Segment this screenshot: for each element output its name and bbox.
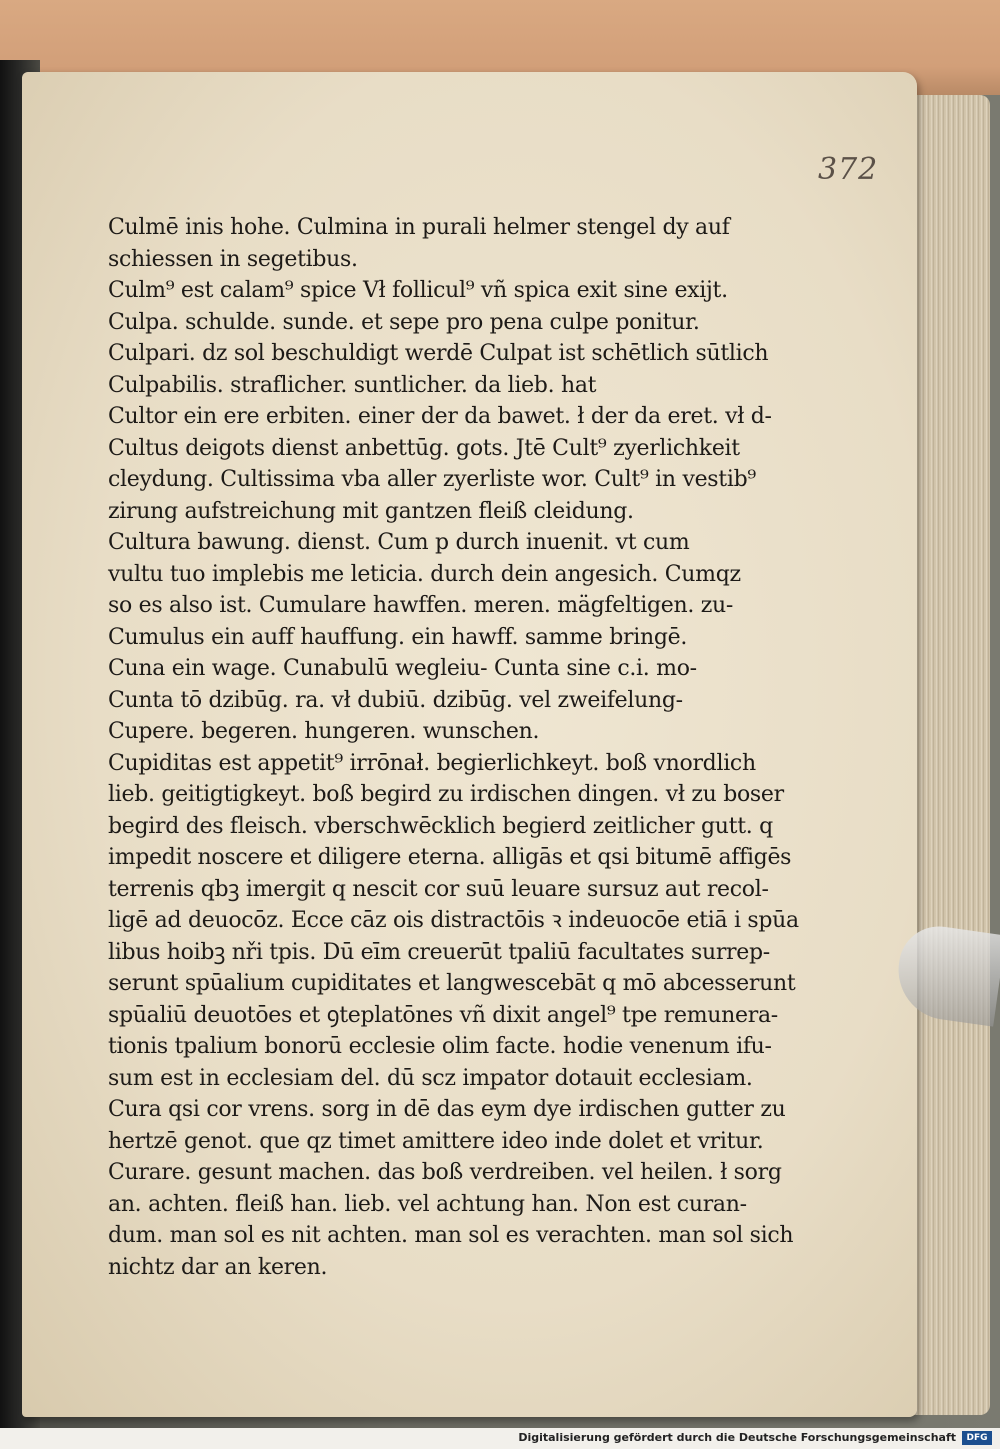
text-line: sum est in ecclesiam del. dū scz impator dotauit ecclesiam. [108,1065,753,1091]
text-line: Culpa. schulde. sunde. et sepe pro pena culpe ponitur. [108,309,700,335]
text-line: dum. man sol es nit achten. man sol es verachten. man sol sich [108,1223,794,1248]
text-line: impedit noscere et diligere eterna. alligās et qsi bitumē affigēs [108,845,792,870]
text-line: Culpari. dz sol beschuldigt werdē Culpat ist schētlich sūtlich [108,341,769,366]
text-block [108,212,828,1283]
text-line: Cumulus ein auff hauffung. ein hawff. samme bringē. [108,624,688,650]
text-line: an. achten. fleiß han. lieb. vel achtung han. Non est curan- [108,1191,747,1217]
text-line: Culpabilis. straflicher. suntlicher. da lieb. hat [108,372,597,398]
text-line: spūaliū deuotōes et ꝯteplatōnes vñ dixit angel⁹ tpe remunera- [108,1002,778,1028]
text-line: tionis tpalium bonorū ecclesie olim facte. hodie venenum ifu- [108,1034,772,1059]
text-line: Cupiditas est appetit⁹ irrōnał. begierlichkeyt. boß vnordlich [108,750,756,776]
text-line: terrenis qbꝫ imergit q nescit cor suū leuare sursuz aut recol- [108,876,769,902]
text-line: begird des fleisch. vberschwēcklich begierd zeitlicher gutt. q [108,813,773,839]
text-line: Culmē inis hohe. Culmina in purali helmer stengel dy auf [108,215,730,240]
text-line: vultu tuo implebis me leticia. durch dein angesich. Cumqz [108,561,741,587]
credit-footer [0,1428,1000,1449]
text-line: Cunta tō dzibūg. ra. vł dubiū. dzibūg. vel zweifelung- [108,687,683,713]
dfg-logo-icon: DFG [962,1431,992,1445]
text-line: hertzē genot. que qz timet amittere ideo inde dolet et vritur. [108,1128,764,1154]
text-line: ligē ad deuocōz. Ecce cāz ois distractōis ꝛ indeuocōe etiā i spūa [108,908,799,933]
text-line: Cultura bawung. dienst. Cum p durch inuenit. vt cum [108,530,690,555]
folio-number: 372 [818,152,879,187]
funding-credit: Digitalisierung gefördert durch die Deutsche Forschungsgemeinschaft [518,1431,956,1444]
text-line: serunt spūalium cupiditates et langwescebāt q mō abcesserunt [108,971,796,996]
text-line: zirung aufstreichung mit gantzen fleiß cleidung. [108,498,634,524]
text-line: Curare. gesunt machen. das boß verdreiben. vel heilen. ł sorg [108,1160,782,1185]
text-line: Cultor ein ere erbiten. einer der da bawet. ł der da eret. vł d- [108,404,772,429]
text-line: schiessen in segetibus. [108,246,358,272]
text-line: so es also ist. Cumulare hawffen. meren. mägfeltigen. zu- [108,593,734,618]
text-line: Cupere. begeren. hungeren. wunschen. [108,719,540,744]
text-line: Culm⁹ est calam⁹ spice Vł follicul⁹ vñ spica exit sine exijt. [108,278,728,303]
text-line: Cultus deigots dienst anbettūg. gots. Jtē Cult⁹ zyerlichkeit [108,435,740,461]
text-line: Cura qsi cor vrens. sorg in dē das eym dye irdischen gutter zu [108,1097,786,1122]
text-line: libus hoibꝫ nři tpis. Dū eīm creuerūt tpaliū facultates surrep- [108,939,770,965]
text-line: cleydung. Cultissima vba aller zyerliste wor. Cult⁹ in vestib⁹ [108,467,756,492]
text-line: lieb. geitigtigkeyt. boß begird zu irdischen dingen. vł zu boser [108,782,784,807]
text-line: Cuna ein wage. Cunabulū wegleiu- Cunta sine c.i. mo- [108,656,697,681]
text-line: nichtz dar an keren. [108,1254,328,1280]
